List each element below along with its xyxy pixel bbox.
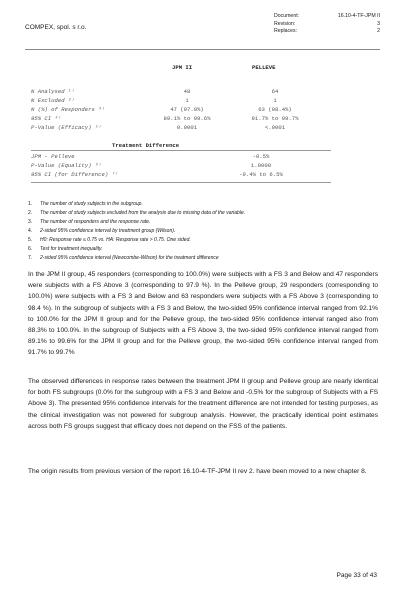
document-label: Document: [274,13,300,19]
footnote: 2. The number of study subjects excluded from the analysis due to missing data of the variable. [28,210,246,216]
revision-value: 3 [377,20,380,27]
cell-pelleve: 1 [273,97,277,104]
treatment-difference-heading: Treatment Difference [112,142,180,149]
table-row [31,115,351,123]
row-label: N Analysed ¹⁾ [31,88,75,95]
page-number: Page 33 of 43 [336,572,377,579]
results-paragraph: In the JPM II group, 45 responders (corresponding to 100.0%) were subjects with a FS 3 and Below and 47 responders were subjects with a FS Above 3 (corresponding to 97.9 %). In the Pelleve group, 29 responders (corresponding to 100.0%) were subjects with a FS 3 and Below and 63 responders were subjects with a FS Above 3 (corresponding to 98.4 %). In the subgroup of subjects with a FS 3 and Below, the two-sided 95% confidence interval ranged from 92.1% to 100.0% for the JPM II group and for the Pelleve group, the two-sided 95% confidence interval ranged also from 88.3% to 100.0%. In the subgroup of Subjects with a FS Above 3, the two-sided 95% confidence interval ranged from 89.1% to 99.6% for the JPM II group and for the Pelleve group, the two-sided 95% confidence interval ranged from 91.7% to 99.7% [28,271,378,357]
column-header-jpm: JPM II [172,64,193,71]
row-label: 95% CI ⁴⁾ [31,115,62,122]
table-row [31,88,351,96]
cell-jpm: 0.0001 [176,124,198,131]
cell-difference: 1.0000 [250,162,272,169]
discussion-paragraph: The observed differences in response rates between the treatment JPM II group and Pelleve group are nearly identical for both FS subgroups (0.0% for the subgroup with a FS 3 and Below and -0.5% for the subgroup of Subjects with a FS Above 3). The presented 95% confidence intervals for the treatment difference are not intended for testing purposes, as the clinical investigation was not powered for subgroup analysis. However, the practically identical point estimates across both FS groups suggest that efficacy does not depend on the FSS of the patients. [28,378,378,430]
page-header [25,10,380,50]
row-label: P-Value (Equality) ⁶⁾ [31,162,102,169]
cell-jpm: 1 [185,97,189,104]
row-label: N Excluded ²⁾ [31,97,75,104]
cell-jpm: 48 [183,88,191,95]
footnote: 1. The number of study subjects in the subgroup. [28,201,143,207]
cell-difference: -0.5% [252,153,270,160]
cell-difference: -9.4% to 6.5% [239,171,283,178]
cell-pelleve: <.0001 [264,124,286,131]
cell-pelleve: 91.7% to 99.7% [251,115,299,122]
company-name: COMPEX, spol. s r.o. [25,24,87,31]
table-row [31,106,351,114]
revision-label: Revision: [274,20,296,27]
table-bottom-rule [31,182,331,183]
replaces-label: Replaces: [274,28,298,35]
cell-jpm: 89.1% to 99.6% [163,115,211,122]
document-value: 16.10-4-TF-JPM II [337,13,380,19]
row-label: 95% CI (for Difference) ⁷⁾ [31,171,119,178]
table-divider [31,150,331,151]
cell-jpm: 47 (97.9%) [170,106,204,113]
row-label: P-Value (Efficacy) ⁵⁾ [31,124,102,131]
footnote: 4. 2-sided 95% confidence interval by treatment group (Wilson). [28,228,176,234]
footnote: 5. H0: Response rate ≤ 0.75 vs. HA: Response rate > 0.75. One sided. [28,237,191,243]
footnote: 7. 2-sided 95% confidence interval (Newcombe-Wilson) for the treatment difference [28,255,219,261]
cell-pelleve: 64 [271,88,279,95]
table-row [31,124,351,132]
table-row [31,171,351,179]
row-label: N (%) of Responders ³⁾ [31,106,105,113]
cell-pelleve: 63 (98.4%) [258,106,292,113]
origin-note-paragraph: The origin results from previous version of the report 16.10-4-TF-JPM II rev 2. have been moved to a new chapter 8. [28,468,367,475]
document-meta [274,13,380,36]
row-label: JPM - Pelleve [31,153,75,160]
table-row [31,97,351,105]
footnote: 6. Test for treatment inequality. [28,246,103,252]
footnote: 3. The number of responders and the response rate. [28,219,151,225]
table-row [31,153,351,161]
column-header-pelleve: PELLEVE [252,64,276,71]
replaces-value: 2 [377,28,380,35]
footnotes [28,200,378,263]
table-row [31,162,351,170]
